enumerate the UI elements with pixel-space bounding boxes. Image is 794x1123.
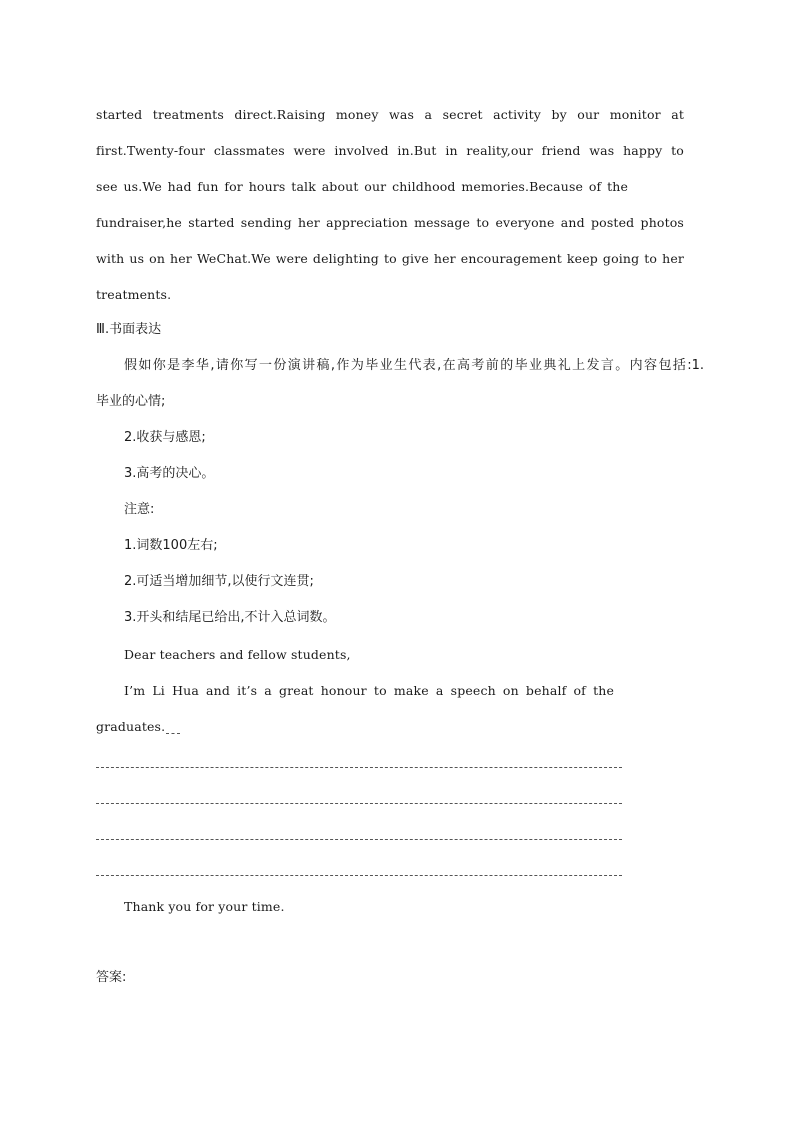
note-1: 1.词数100左右; <box>124 538 218 553</box>
passage-line-4: fundraiser,he started sending her appreciation message to everyone and posted photos <box>96 215 684 230</box>
passage-line-6: treatments. <box>96 287 172 302</box>
passage-line-1: started treatments direct.Raising money was a secret activity by our monitor at <box>96 107 684 122</box>
writing-line-4 <box>96 875 622 876</box>
note-3: 3.开头和结尾已给出,不计入总词数。 <box>124 610 336 625</box>
note-2: 2.可适当增加细节,以使行文连贯; <box>124 574 314 589</box>
answer-blank-short <box>166 733 180 734</box>
content-item-2: 2.收获与感恩; <box>124 430 206 445</box>
opening-line-2: graduates. <box>96 719 166 734</box>
section-heading: Ⅲ.书面表达 <box>96 322 162 337</box>
passage-line-3: see us.We had fun for hours talk about our childhood memories.Because of the <box>96 179 628 194</box>
content-item-3: 3.高考的决心。 <box>124 466 215 481</box>
prompt-line-2: 毕业的心情; <box>96 394 166 409</box>
writing-line-3 <box>96 839 622 840</box>
writing-line-1 <box>96 767 622 768</box>
salutation: Dear teachers and fellow students, <box>124 647 351 662</box>
notes-label: 注意: <box>124 502 155 517</box>
closing-line: Thank you for your time. <box>124 899 285 914</box>
passage-line-2: first.Twenty-four classmates were involved in.But in reality,our friend was happy to <box>96 143 684 158</box>
answer-label: 答案: <box>96 970 127 985</box>
passage-line-5: with us on her WeChat.We were delighting to give her encouragement keep going to her <box>96 251 684 266</box>
opening-line-1: I’m Li Hua and it’s a great honour to make a speech on behalf of the <box>124 683 614 698</box>
prompt-line-1: 假如你是李华,请你写一份演讲稿,作为毕业生代表,在高考前的毕业典礼上发言。内容包括:1. <box>124 358 704 373</box>
writing-line-2 <box>96 803 622 804</box>
